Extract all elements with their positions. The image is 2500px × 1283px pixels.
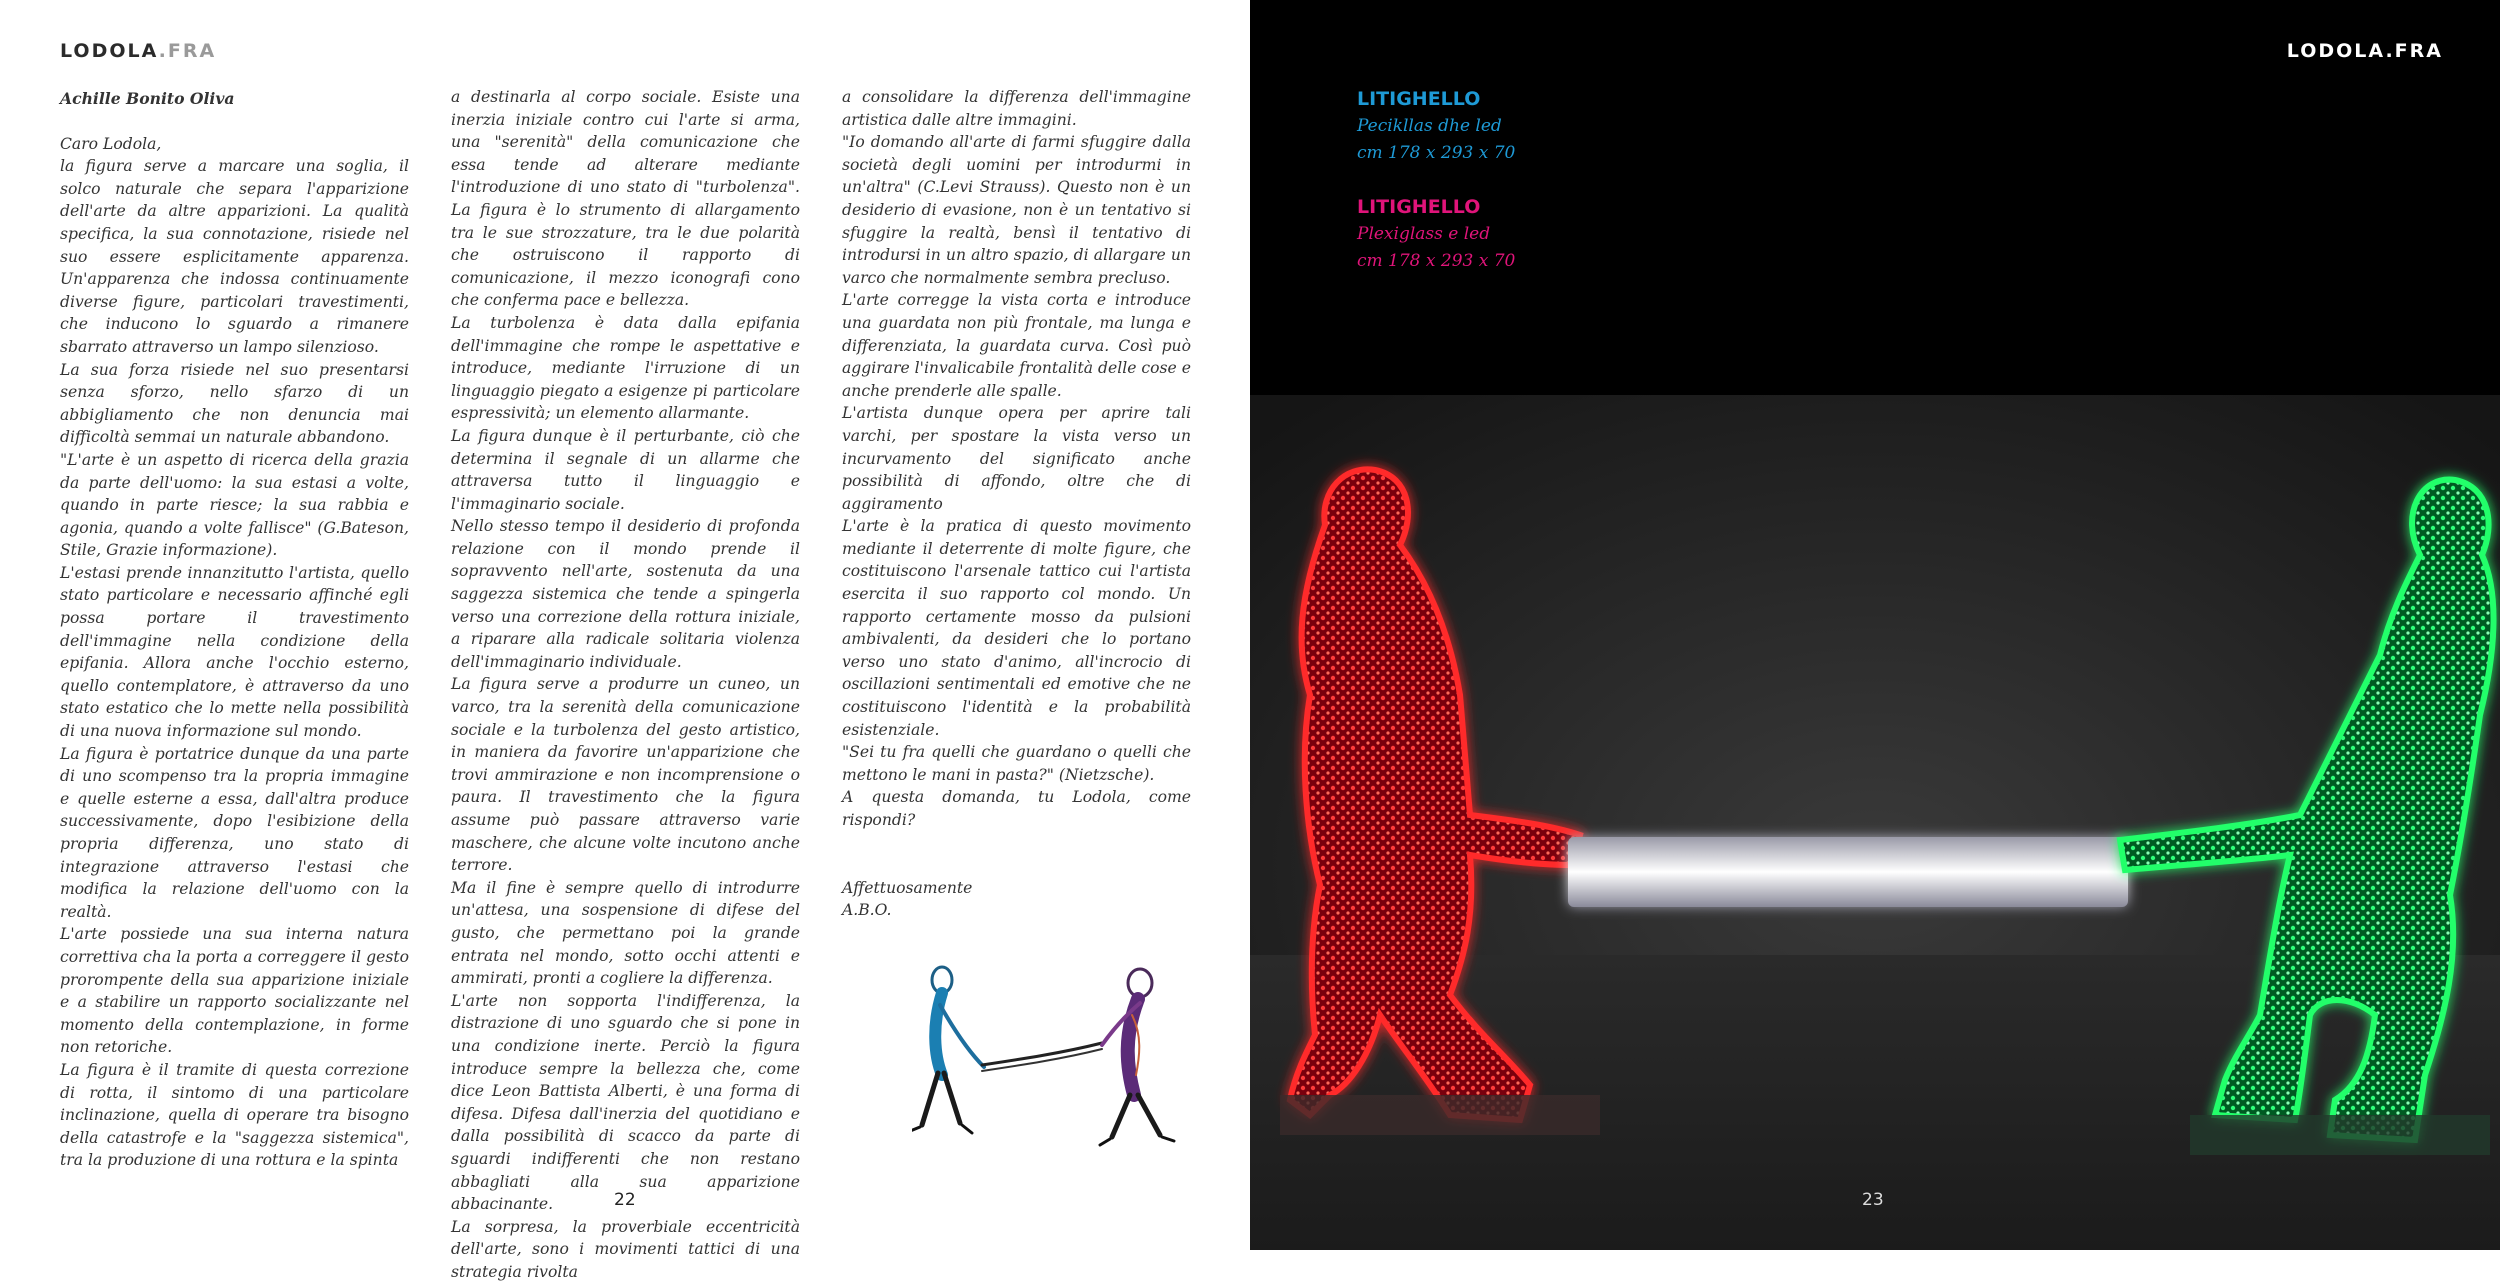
artwork-title: LITIGHELLO xyxy=(1357,88,1481,110)
page-number: 22 xyxy=(614,1190,636,1210)
paragraph: La figura è portatrice dunque da una parte di uno scompenso tra la propria immagine e quelle esterne a essa, dall'altra produce successivamente, dopo l'esibizione della propria differenza, uno stato di integrazione attraverso l'estasi che modifica la relazione dell'uomo con la realtà. xyxy=(60,744,409,921)
brand-logo: LODOLA.FRA xyxy=(60,40,217,62)
paragraph: La figura è il tramite di questa correzione di rotta, il sintomo di una particolare inclinazione, quella di operare tra bisogno della catastrofe e la "saggezza sistemica", tra la produzione di una rottura e la spinta xyxy=(60,1060,409,1170)
paragraph: "L'arte è un aspetto di ricerca della grazia da parte dell'uomo: la sua estasi a volte, quando in parte riesce; la sua rabbia e agonia, quando a volte fallisce" (G.Bateson, Stile, Grazie informazione). xyxy=(60,450,409,560)
paragraph: L'arte è la pratica di questo movimento mediante il deterrente di molte figure, che costituiscono l'arsenale tattico cui l'artista esercita il suo rapporto col mondo. Un rapporto certamente mosso da pulsioni ambivalenti, da desideri che lo portano verso uno stato d'animo, all'incrocio di oscillazioni sentimentali ed emotive che ne costituiscono l'identità e la probabilità esistenziale. xyxy=(842,517,1191,739)
paragraph: a consolidare la differenza dell'immagine artistica dalle altre immagini. xyxy=(842,88,1191,129)
page-number: 23 xyxy=(1862,1190,1884,1210)
paragraph: la figura serve a marcare una soglia, il solco naturale che separa l'apparizione dell'arte da altre apparizioni. La qualità specifica, la sua connotazione, risiede nel suo essere esplicitamente apparenza. Un'apparenza che indossa continuamente diverse figure, particolari travestimenti, che inducono lo sguardo a rimanere sbarrato attraverso un lampo silenzioso. xyxy=(60,157,409,356)
paragraph: L'arte possiede una sua interna natura correttiva cha la porta a correggere il gesto prorompente della sua apparizione iniziale e a stabilire un rapporto socializzante nel momento della contemplazione, in forme non retoriche. xyxy=(60,925,409,1057)
signoff-line: Affettuosamente xyxy=(842,878,973,897)
paragraph: La figura dunque è il perturbante, ciò che determina il segnale di un allarme che attraversa tutto il linguaggio e l'immaginario sociale. xyxy=(451,426,800,513)
paragraph: La sua forza risiede nel suo presentarsi senza sforzo, nello sfarzo di un abbigliamento che non denuncia mai difficoltà semmai un naturale abbandono. xyxy=(60,360,409,447)
greeting: Caro Lodola, xyxy=(60,134,162,153)
artwork-caption xyxy=(1357,86,1657,167)
paragraph: L'arte corregge la vista corta e introduce una guardata non più frontale, ma lunga e differenziata, la guardata curva. Così può aggirare l'invalicabile frontalità delle cose e anche prenderle alle spalle. xyxy=(842,291,1191,400)
paragraph: La figura serve a produrre un cuneo, un varco, tra la serenità della comunicazione sociale e la turbolenza del gesto artistico, in maniera da favorire un'apparizione che trovi ammirazione e non incomprensione o paura. Il travestimento che la figura assume può passare attraverso varie maschere, che alcune volte incutono anche terrore. xyxy=(451,675,800,875)
paragraph: La sorpresa, la proverbiale eccentricità dell'arte, sono i movimenti tattici di una strategia rivolta xyxy=(451,1217,800,1281)
right-page xyxy=(1250,0,2500,1250)
text-column-3 xyxy=(842,86,1191,922)
signoff-signature: A.B.O. xyxy=(842,901,892,920)
paragraph: L'arte non sopporta l'indifferenza, la distrazione di uno sguardo che si pone in una condizione inerte. Perciò la figura introduce sempre la bellezza che, come dice Leon Battista Alberti, è una forma di difesa. Difesa dall'inerzia del quotidiano e dalla possibilità di scacco da parte di sguardi indifferenti che non restano abbagliati alla sua apparizione abbacinante. xyxy=(451,991,800,1214)
paragraph: L'estasi prende innanzitutto l'artista, quello stato particolare e necessario affinché egli possa portare il travestimento dell'immagine nella condizione della epifania. Allora anche l'occhio esterno, quello contemplatore, è attraverso da uno stato estatico che lo mette nella possibilità di una nuova informazione sul mondo. xyxy=(60,563,409,741)
sketch-drawing xyxy=(912,955,1187,1155)
artwork-size: cm 178 x 293 x 70 xyxy=(1357,251,1516,271)
paragraph: L'artista dunque opera per aprire tali varchi, per spostare la vista verso un incurvamento del significato anche possibilità di affondo, oltre che di aggiramento xyxy=(842,404,1191,513)
artwork-size: cm 178 x 293 x 70 xyxy=(1357,143,1516,163)
artwork-title: LITIGHELLO xyxy=(1357,196,1481,218)
paragraph: A questa domanda, tu Lodola, come rispondi? xyxy=(842,788,1191,829)
text-column-2 xyxy=(451,86,800,1283)
artwork-photo xyxy=(1250,395,2500,1250)
paragraph: Ma il fine è sempre quello di introdurre un'attesa, una sospensione di difese del gusto, che permettano poi la grande entrata nel mondo, sotto occhi attenti e ammirati, pronti a cogliere la differenza. xyxy=(451,878,800,988)
artwork-material: Plexiglass e led xyxy=(1357,224,1491,244)
brand-logo: LODOLA.FRA xyxy=(2286,40,2443,62)
author-name: Achille Bonito Oliva xyxy=(60,89,235,108)
paragraph: a destinarla al corpo sociale. Esiste una inerzia iniziale contro cui l'arte si arma, una "serenità" della comunicazione che essa tende ad alterare mediante l'introduzione di uno stato di "turbolenza". La figura è lo strumento di allargamento tra le sue strozzature, tra le due polarità che ostruiscono il rapporto di comunicazione, il mezzo iconografi cono che conferma pace e bellezza. xyxy=(451,88,800,310)
left-page xyxy=(0,0,1250,1281)
paragraph: La turbolenza è data dalla epifania dell'immagine che rompe le aspettative e introduce, mediante l'irruzione di un linguaggio piegato a esigenze pi particolare espressività; un elemento allarmante. xyxy=(451,313,800,423)
paragraph: "Sei tu fra quelli che guardano o quelli che mettono le mani in pasta?" (Nietzsche). xyxy=(842,743,1191,784)
paragraph: Nello stesso tempo il desiderio di profonda relazione con il mondo prende il sopravvento nell'arte, sostenuta da una saggezza sistemica che tende a spingerla verso una correzione della rottura iniziale, a riparare alla radicale solitaria violenza dell'immaginario individuale. xyxy=(451,517,800,671)
paragraph: "Io domando all'arte di farmi sfuggire dalla società degli uomini per introdurmi in un'altra" (C.Levi Strauss). Questo non è un desiderio di evasione, non è un tentativo si sfuggire la realtà, bensì il tentativo di introdursi in un altro spazio, di allargare un varco che normalmente sembra precluso. xyxy=(842,133,1191,287)
artwork-caption xyxy=(1357,194,1657,275)
artwork-material: Pecikllas dhe led xyxy=(1357,116,1502,136)
text-column-1 xyxy=(60,88,409,1172)
